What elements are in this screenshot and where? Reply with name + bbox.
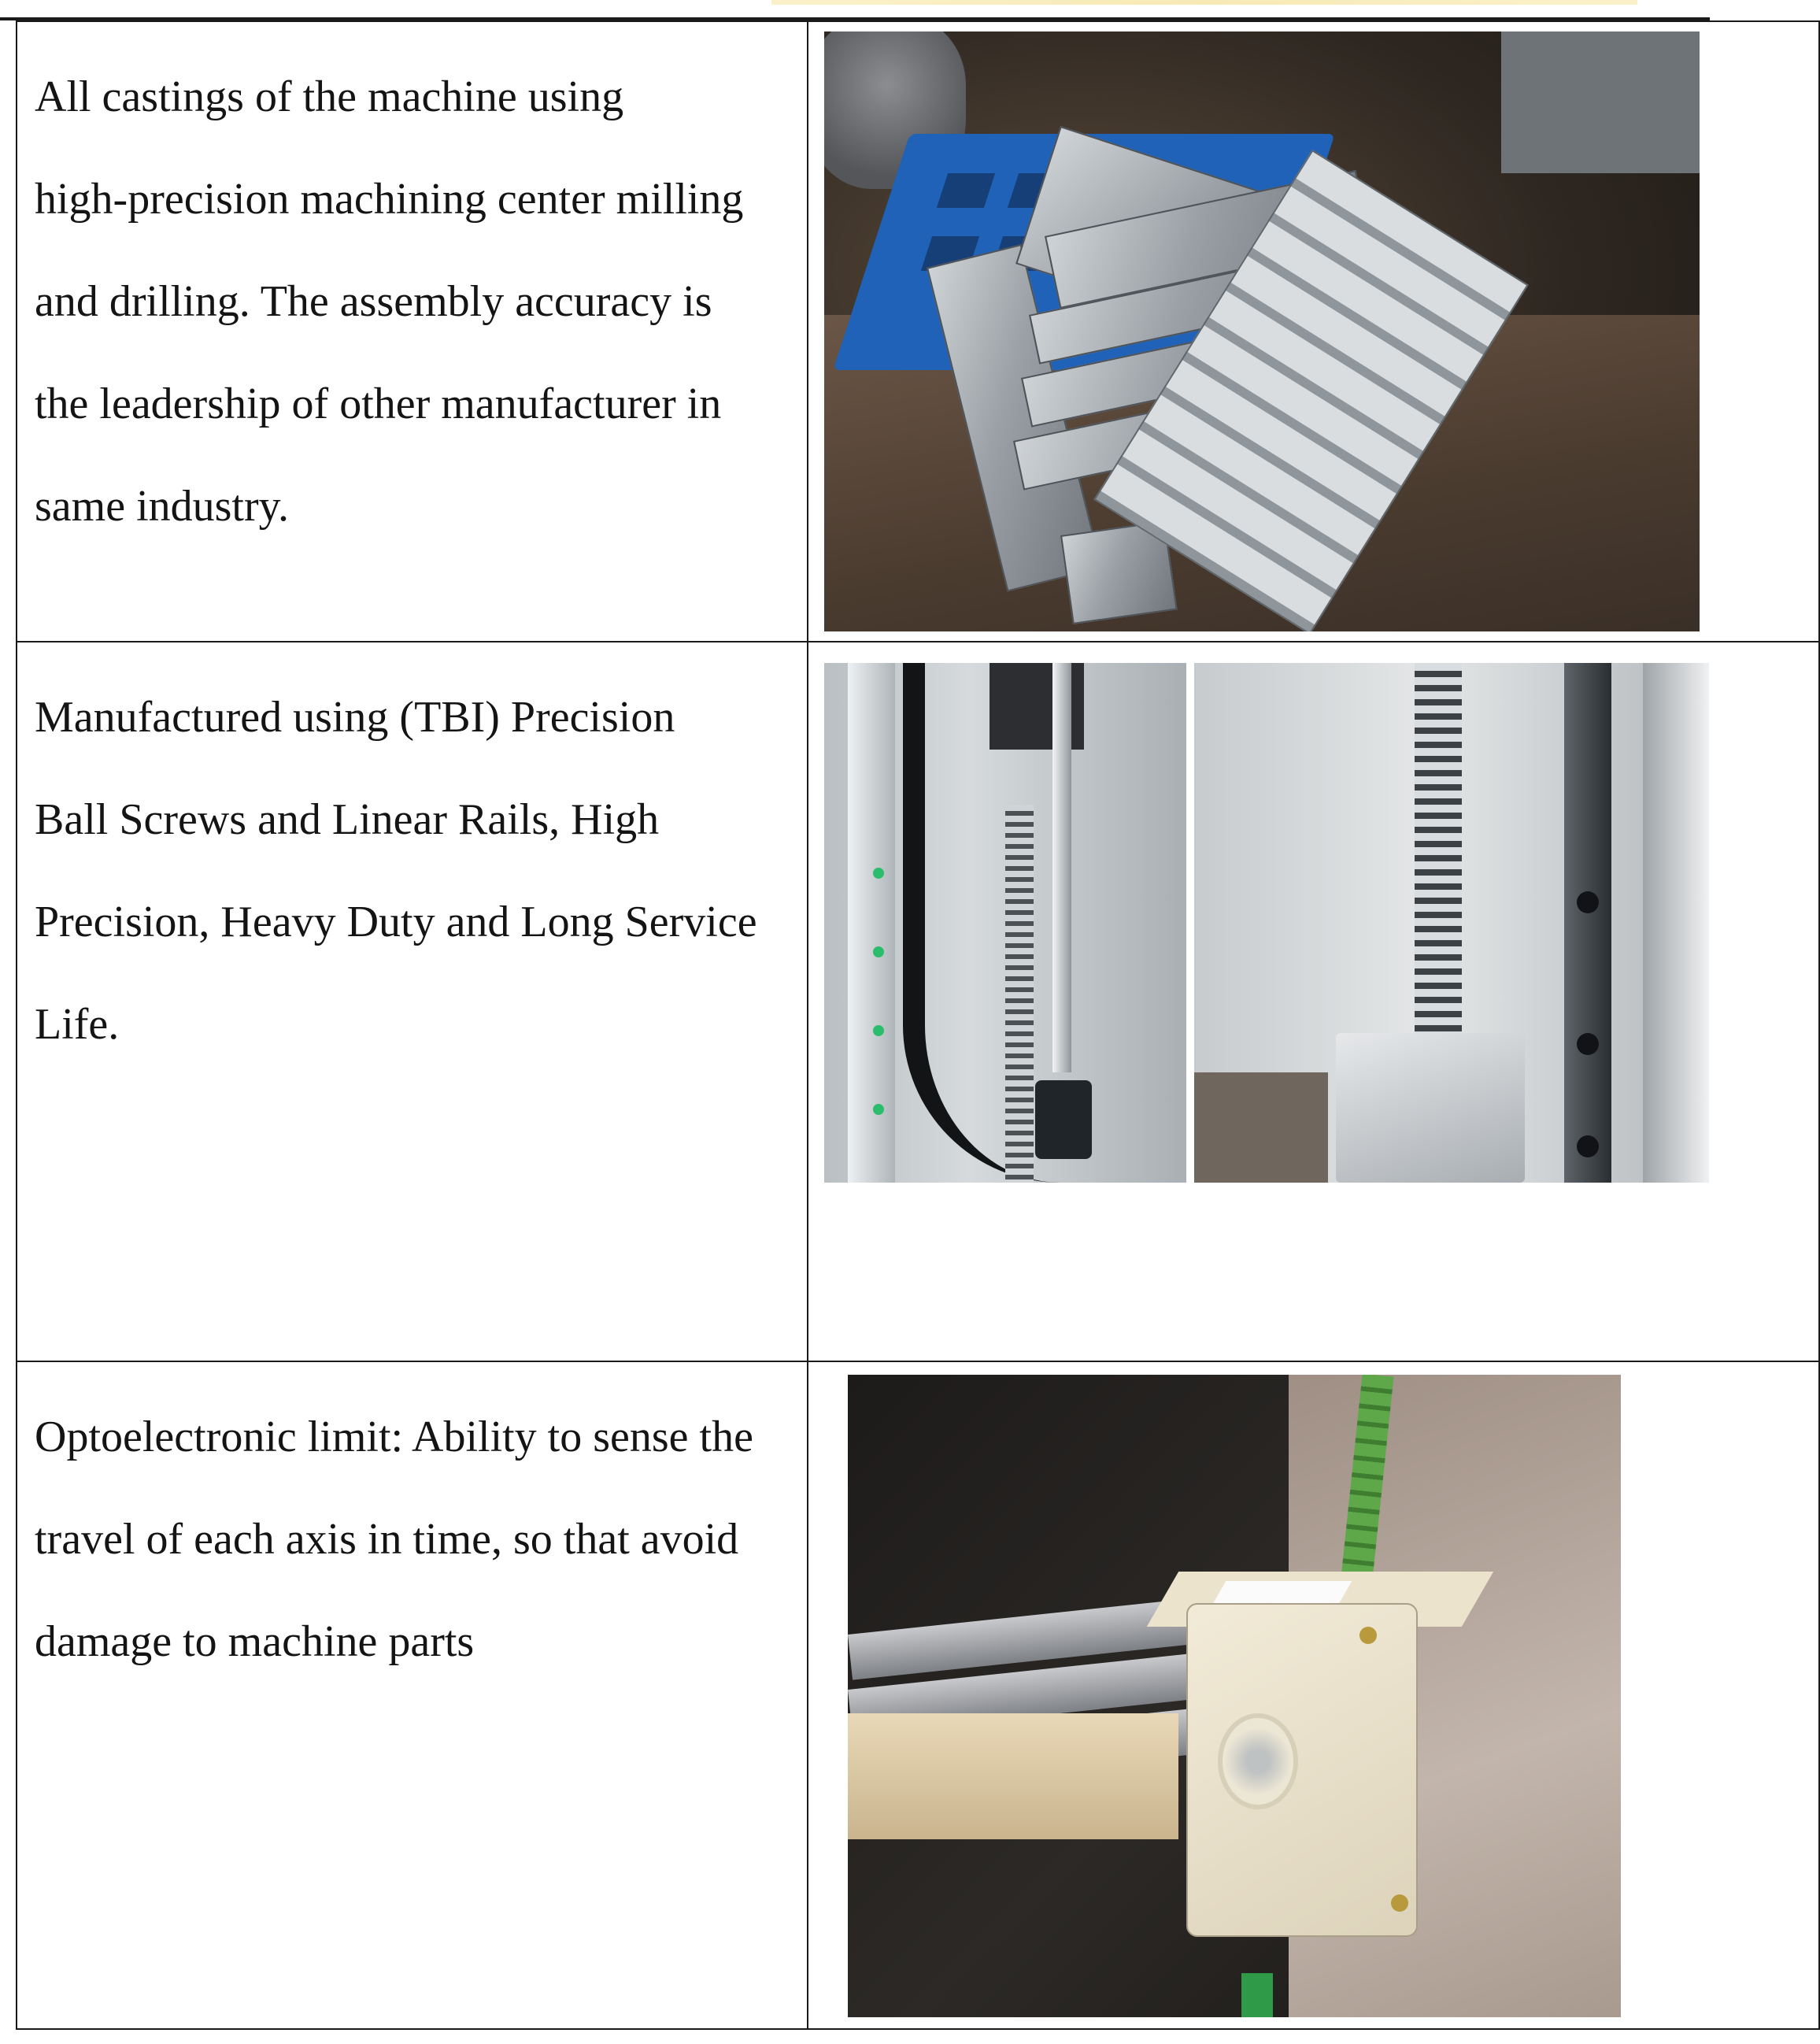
feature-table	[16, 20, 1820, 2030]
table-row	[17, 642, 1819, 1361]
feature-description: All castings of the machine using high-precision machining center milling and drilling. The assembly accuracy is the leadership of other manufacturer in same industry.	[35, 72, 744, 531]
feature-description: Optoelectronic limit: Ability to sense the travel of each axis in time, so that avoid damage to machine parts	[35, 1413, 753, 1666]
image-cell	[808, 1361, 1819, 2029]
header-highlight	[771, 0, 1637, 5]
table-row	[17, 1361, 1819, 2029]
castings-photo	[824, 31, 1700, 631]
ballscrew-photo-right	[1194, 663, 1709, 1183]
feature-description: Manufactured using (TBI) Precision Ball Screws and Linear Rails, High Precision, Heavy Duty and Long Service Life.	[35, 693, 757, 1049]
description-cell	[17, 642, 808, 1361]
table-row	[17, 21, 1819, 642]
ballscrew-photo-left	[824, 663, 1186, 1183]
limit-switch-photo	[848, 1375, 1621, 2017]
description-cell	[17, 1361, 808, 2029]
description-cell	[17, 21, 808, 642]
image-cell	[808, 21, 1819, 642]
image-cell	[808, 642, 1819, 1361]
